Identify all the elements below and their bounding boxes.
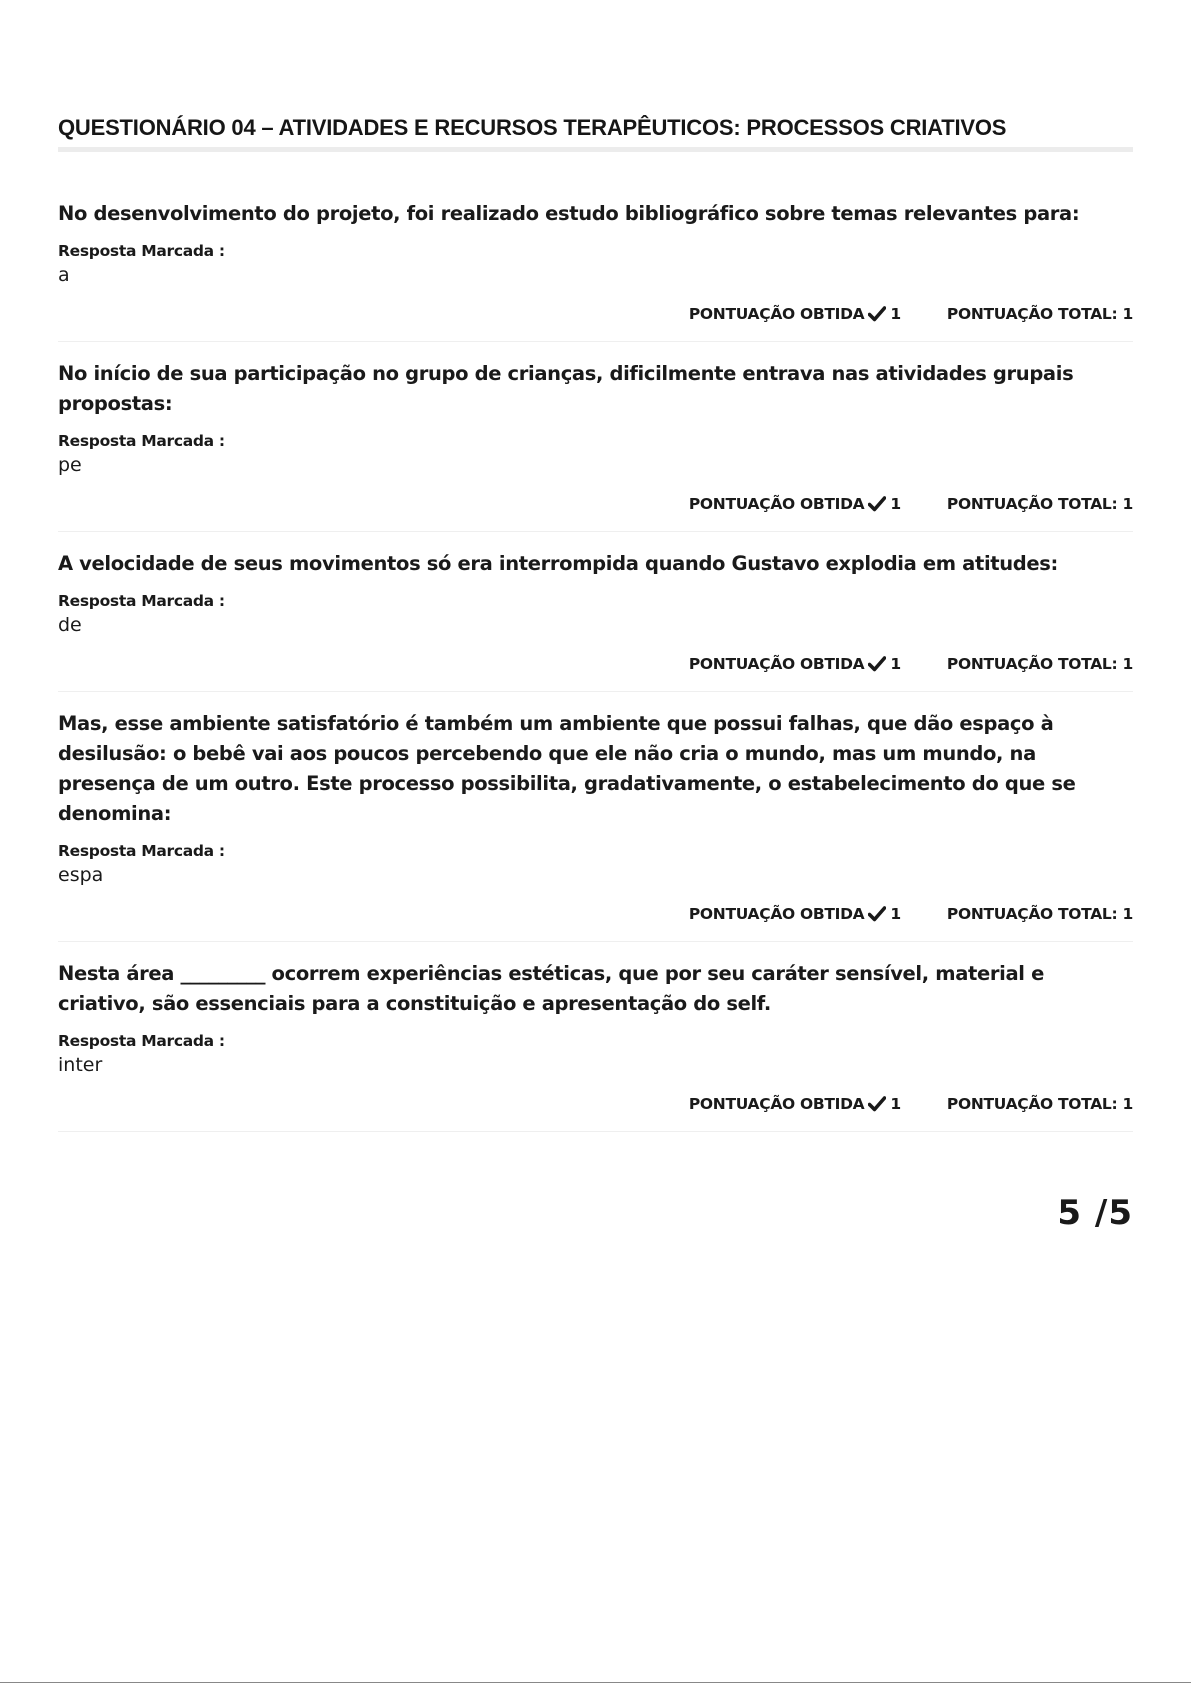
score-total: PONTUAÇÃO TOTAL: 1 <box>946 495 1133 513</box>
score-obtained-label: PONTUAÇÃO OBTIDA <box>688 495 865 513</box>
answer-label: Resposta Marcada : <box>58 1032 225 1050</box>
answer-label: Resposta Marcada : <box>58 432 225 450</box>
score-total: PONTUAÇÃO TOTAL: 1 <box>946 655 1133 673</box>
answer-value: pe <box>58 454 82 476</box>
score-obtained <box>689 903 901 925</box>
score-obtained <box>689 493 901 515</box>
score-total: PONTUAÇÃO TOTAL: 1 <box>946 1095 1133 1113</box>
score-row <box>58 493 1133 515</box>
answer-label: Resposta Marcada : <box>58 842 225 860</box>
question-item <box>58 532 1133 692</box>
question-item <box>58 342 1133 532</box>
check-icon <box>868 306 886 322</box>
question-text: No início de sua participação no grupo de crianças, dificilmente entrava nas atividades grupais propostas: <box>58 362 1074 415</box>
score-obtained <box>689 653 901 675</box>
question-text: No desenvolvimento do projeto, foi realizado estudo bibliográfico sobre temas relevantes para: <box>58 202 1080 225</box>
final-score: 5 /5 <box>1057 1193 1133 1233</box>
question-list <box>58 152 1133 1132</box>
score-obtained-value: 1 <box>890 1095 901 1113</box>
question-text: Nesta área _________ ocorrem experiências estéticas, que por seu caráter sensível, material e criativo, são essenciais para a constituição e apresentação do self. <box>58 962 1044 1015</box>
footer-divider <box>0 1682 1191 1683</box>
check-icon <box>868 496 886 512</box>
score-obtained-value: 1 <box>890 905 901 923</box>
answer-value: a <box>58 264 70 286</box>
question-item <box>58 692 1133 942</box>
answer-value: espa <box>58 864 104 886</box>
answer-value: de <box>58 614 82 636</box>
score-obtained <box>689 303 901 325</box>
check-icon <box>868 656 886 672</box>
score-row <box>58 653 1133 675</box>
score-obtained-label: PONTUAÇÃO OBTIDA <box>688 305 865 323</box>
check-icon <box>868 906 886 922</box>
score-obtained-label: PONTUAÇÃO OBTIDA <box>688 655 865 673</box>
score-obtained-label: PONTUAÇÃO OBTIDA <box>688 905 865 923</box>
question-item <box>58 152 1133 342</box>
question-text: A velocidade de seus movimentos só era interrompida quando Gustavo explodia em atitudes: <box>58 552 1058 575</box>
score-row <box>58 903 1133 925</box>
answer-label: Resposta Marcada : <box>58 242 225 260</box>
score-obtained <box>689 1093 901 1115</box>
quiz-title: QUESTIONÁRIO 04 – ATIVIDADES E RECURSOS TERAPÊUTICOS: PROCESSOS CRIATIVOS <box>58 114 1007 140</box>
score-row <box>58 1093 1133 1115</box>
score-row <box>58 303 1133 325</box>
score-total: PONTUAÇÃO TOTAL: 1 <box>946 305 1133 323</box>
score-obtained-label: PONTUAÇÃO OBTIDA <box>688 1095 865 1113</box>
answer-value: inter <box>58 1054 103 1076</box>
check-icon <box>868 1096 886 1112</box>
question-item <box>58 942 1133 1132</box>
score-obtained-value: 1 <box>890 655 901 673</box>
score-total: PONTUAÇÃO TOTAL: 1 <box>946 905 1133 923</box>
score-obtained-value: 1 <box>890 495 901 513</box>
answer-label: Resposta Marcada : <box>58 592 225 610</box>
question-text: Mas, esse ambiente satisfatório é também um ambiente que possui falhas, que dão espaço à desilusão: o bebê vai aos poucos percebendo que ele não cria o mundo, mas um mundo, na presença de um outro. Este processo possibilita, gradativamente, o estabelecimento do que se denomina: <box>58 712 1076 825</box>
score-obtained-value: 1 <box>890 305 901 323</box>
